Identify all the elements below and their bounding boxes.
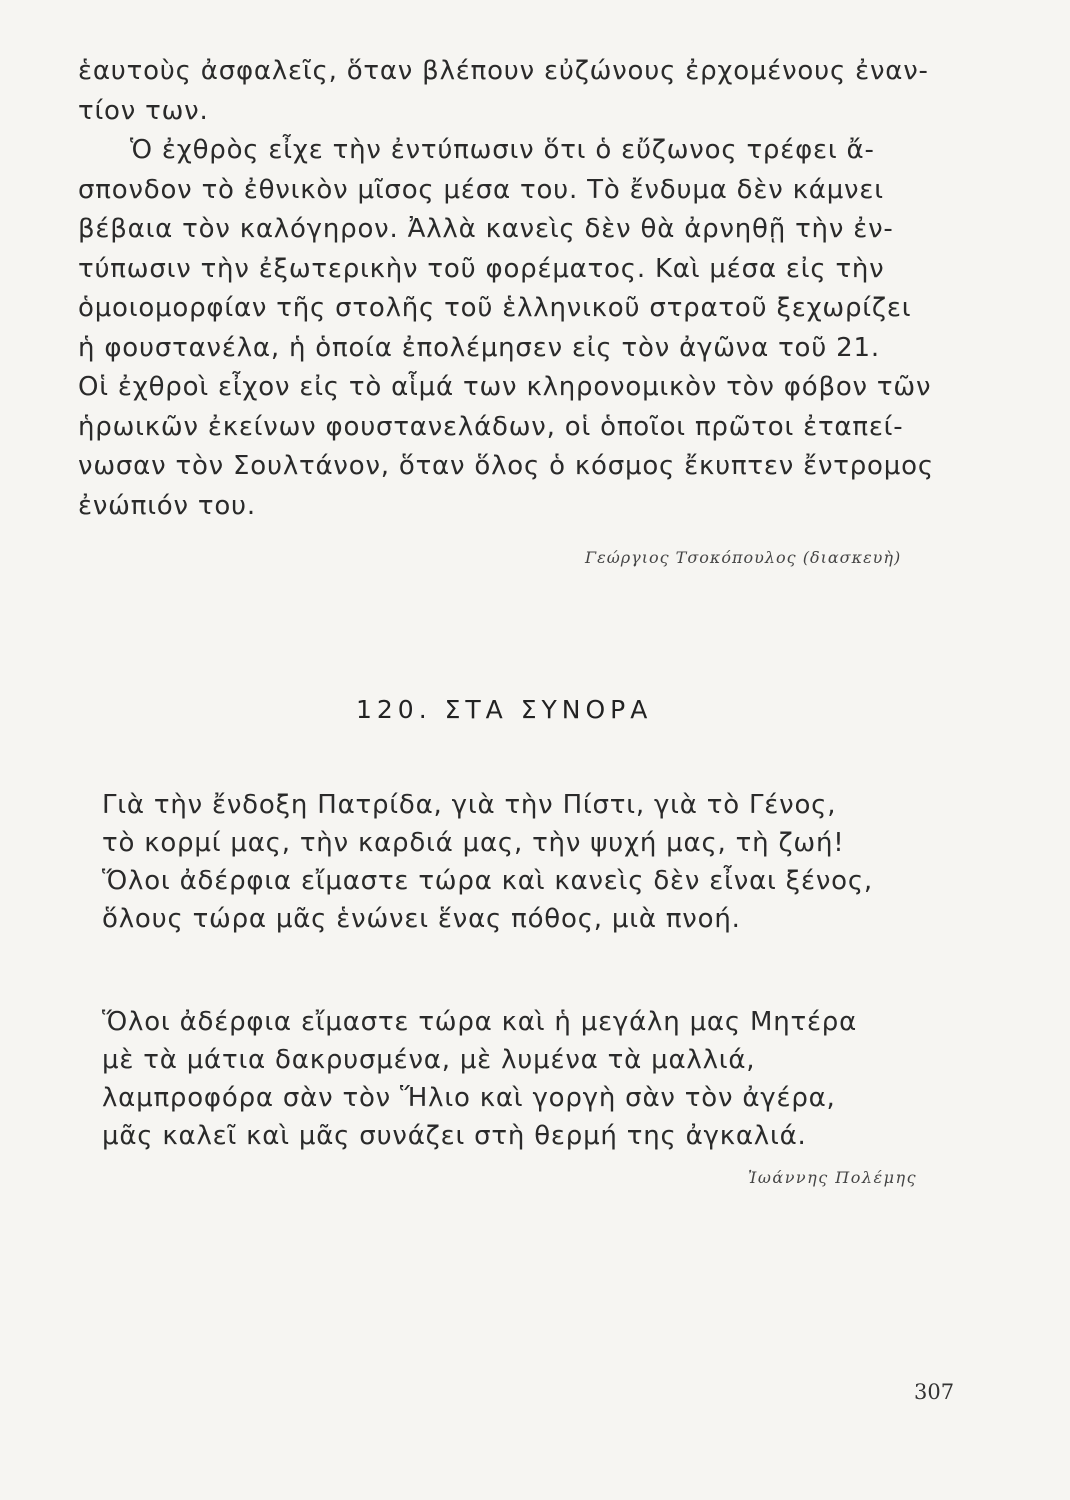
poem-line: μᾶς καλεῖ καὶ μᾶς συνάζει στὴ θερμή της ἀγκαλιά.: [102, 1121, 807, 1151]
poem-line: ὅλους τώρα μᾶς ἑνώνει ἕνας πόθος, μιὰ πνοή.: [102, 904, 741, 934]
prose-paragraph: [78, 52, 958, 526]
prose-line: Οἱ ἐχθροὶ εἶχον εἰς τὸ αἷμά των κληρονομικὸν τὸν φόβον τῶν: [78, 372, 932, 402]
prose-line: ἐνώπιόν του.: [78, 490, 256, 521]
prose-attribution: Γεώργιος Τσοκόπουλος (διασκευὴ): [585, 548, 902, 567]
poem-line: λαμπροφόρα σὰν τὸν Ἥλιο καὶ γοργὴ σὰν τὸν ἀγέρα,: [102, 1083, 836, 1113]
prose-line: τύπωσιν τὴν ἐξωτερικὴν τοῦ φορέματος. Καὶ μέσα εἰς τὴν: [78, 253, 885, 284]
poem-line: Ὅλοι ἀδέρφια εἴμαστε τώρα καὶ ἡ μεγάλη μας Μητέρα: [102, 1007, 858, 1037]
poem-heading: 120. ΣΤΑ ΣΥΝΟΡΑ: [356, 695, 653, 724]
prose-line: ὁμοιομορφίαν τῆς στολῆς τοῦ ἑλληνικοῦ στρατοῦ ξεχωρίζει: [78, 293, 912, 323]
poem-attribution: Ἰωάννης Πολέμης: [748, 1168, 918, 1187]
prose-line: βέβαια τὸν καλόγηρον. Ἀλλὰ κανεὶς δὲν θὰ ἀρνηθῇ τὴν ἐν-: [78, 214, 894, 244]
poem-stanza-1: [102, 786, 962, 938]
poem-line: τὸ κορμί μας, τὴν καρδιά μας, τὴν ψυχή μας, τὴ ζωή!: [102, 828, 845, 858]
prose-line: ἡρωικῶν ἐκείνων φουστανελάδων, οἱ ὁποῖοι πρῶτοι ἐταπεί-: [78, 411, 904, 442]
page-number: 307: [914, 1380, 955, 1404]
poem-line: Ὅλοι ἀδέρφια εἴμαστε τώρα καὶ κανεὶς δὲν εἶναι ξένος,: [102, 866, 873, 896]
poem-line: μὲ τὰ μάτια δακρυσμένα, μὲ λυμένα τὰ μαλλιά,: [102, 1045, 756, 1075]
poem-stanza-2: [102, 1003, 962, 1155]
prose-line: νωσαν τὸν Σουλτάνον, ὅταν ὅλος ὁ κόσμος ἔκυπτεν ἔντρομος: [78, 451, 934, 481]
poem-line: Γιὰ τὴν ἔνδοξη Πατρίδα, γιὰ τὴν Πίστι, γιὰ τὸ Γένος,: [102, 790, 837, 820]
prose-line: ἡ φουστανέλα, ἡ ὁποία ἐπολέμησεν εἰς τὸν ἀγῶνα τοῦ 21.: [78, 332, 880, 363]
prose-line: τίον των.: [78, 95, 209, 126]
prose-line: σπονδον τὸ ἐθνικὸν μῖσος μέσα του. Τὸ ἔνδυμα δὲν κάμνει: [78, 174, 884, 205]
prose-line: ἑαυτοὺς ἀσφαλεῖς, ὅταν βλέπουν εὐζώνους ἐρχομένους ἐναν-: [78, 56, 929, 86]
prose-line: Ὁ ἐχθρὸς εἶχε τὴν ἐντύπωσιν ὅτι ὁ εὔζωνος τρέφει ἄ-: [130, 135, 875, 165]
